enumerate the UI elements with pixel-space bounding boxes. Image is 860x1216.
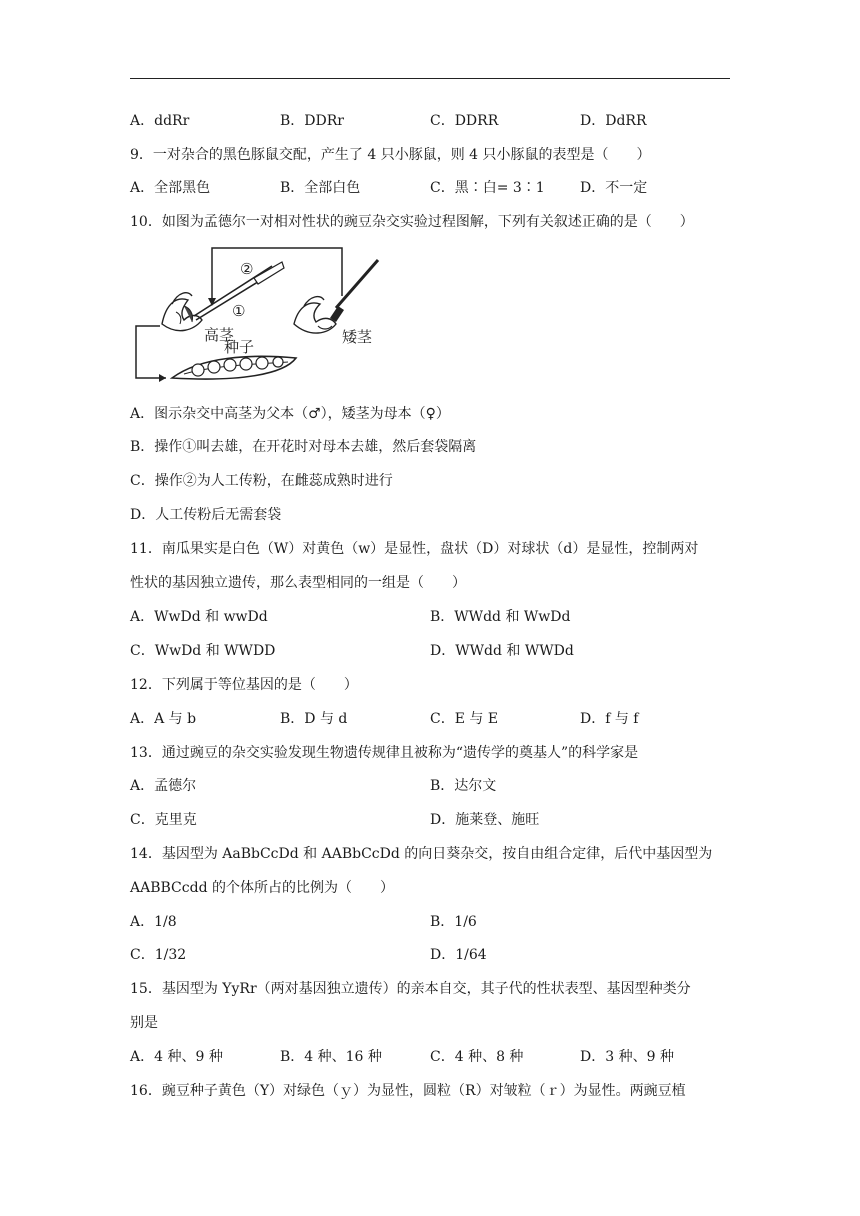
q9-stem: 9．一对杂合的黑色豚鼠交配，产生了 4 只小豚鼠，则 4 只小豚鼠的表型是（ ） bbox=[130, 147, 651, 163]
label-short-stem: 矮茎 bbox=[342, 328, 373, 346]
q13-stem: 13．通过豌豆的杂交实验发现生物遗传规律且被称为“遗传学的奠基人”的科学家是 bbox=[130, 745, 639, 761]
q15-option-d[interactable]: D．3 种、9 种 bbox=[580, 1049, 674, 1065]
q9-option-c[interactable]: C．黑∶白= 3∶1 bbox=[430, 180, 545, 196]
q14-stem-line1: 14．基因型为 AaBbCcDd 和 AABbCcDd 的向日葵杂交，按自由组合定律，后代中基因型为 bbox=[130, 846, 713, 862]
q16-stem-line1: 16．豌豆种子黄色（Y）对绿色（ｙ）为显性，圆粒（R）对皱粒（ｒ）为显性。两豌豆植 bbox=[130, 1083, 686, 1099]
q15-option-c[interactable]: C．4 种、8 种 bbox=[430, 1049, 524, 1065]
q10-option-d[interactable]: D．人工传粉后无需套袋 bbox=[130, 507, 282, 523]
q13-option-b[interactable]: B．达尔文 bbox=[430, 778, 497, 794]
q14-stem-line2: AABBCcdd 的个体所占的比例为（ ） bbox=[130, 880, 394, 896]
short-stem-flower bbox=[294, 297, 336, 333]
q15-stem-line1: 15．基因型为 YyRr（两对基因独立遗传）的亲本自交，其子代的性状表型、基因型种类分 bbox=[130, 981, 691, 997]
q10-option-b[interactable]: B．操作①叫去雄，在开花时对母本去雄，然后套袋隔离 bbox=[130, 439, 477, 455]
q11-option-b[interactable]: B．WWdd 和 WwDd bbox=[430, 609, 571, 625]
q10-option-c[interactable]: C．操作②为人工传粉，在雌蕊成熟时进行 bbox=[130, 473, 393, 489]
q9-option-d[interactable]: D．不一定 bbox=[580, 180, 648, 196]
q11-stem-line1: 11．南瓜果实是白色（W）对黄色（w）是显性，盘状（D）对球状（d）是显性，控制两对 bbox=[130, 541, 699, 557]
q12-option-b[interactable]: B．D 与 d bbox=[280, 711, 348, 727]
q12-stem: 12．下列属于等位基因的是（ ） bbox=[130, 677, 358, 693]
q12-option-a[interactable]: A．A 与 b bbox=[130, 711, 197, 727]
pea-hybridization-figure bbox=[132, 244, 392, 386]
q8-option-b[interactable]: B．DDRr bbox=[280, 113, 344, 129]
pea-cross-diagram bbox=[132, 244, 392, 386]
header-rule bbox=[130, 78, 730, 79]
q14-option-a[interactable]: A．1/8 bbox=[130, 914, 177, 930]
q11-stem-line2: 性状的基因独立遗传，那么表型相同的一组是（ ） bbox=[130, 575, 466, 591]
q12-option-d[interactable]: D．f 与 f bbox=[580, 711, 639, 727]
q15-stem-line2: 别是 bbox=[130, 1015, 158, 1031]
seed-pod-icon bbox=[172, 356, 296, 379]
label-tall-stem: 高茎 bbox=[204, 326, 235, 344]
q8-option-a[interactable]: A．ddRr bbox=[130, 113, 190, 129]
q11-option-d[interactable]: D．WWdd 和 WWDd bbox=[430, 643, 574, 659]
q9-option-a[interactable]: A．全部黑色 bbox=[130, 180, 211, 196]
connector-line bbox=[136, 326, 166, 378]
marker-2: ② bbox=[240, 260, 254, 278]
q15-option-b[interactable]: B．4 种、16 种 bbox=[280, 1049, 382, 1065]
q10-option-a[interactable]: A．图示杂交中高茎为父本（♂），矮茎为母本（♀） bbox=[130, 406, 450, 422]
q11-option-c[interactable]: C．WwDd 和 WWDD bbox=[130, 643, 276, 659]
q11-option-a[interactable]: A．WwDd 和 wwDd bbox=[130, 609, 268, 625]
marker-1: ① bbox=[232, 302, 246, 320]
q8-option-c[interactable]: C．DDRR bbox=[430, 113, 499, 129]
q14-option-b[interactable]: B．1/6 bbox=[430, 914, 477, 930]
q14-option-d[interactable]: D．1/64 bbox=[430, 947, 487, 963]
q13-option-d[interactable]: D．施莱登、施旺 bbox=[430, 812, 540, 828]
q8-option-d[interactable]: D．DdRR bbox=[580, 113, 647, 129]
q12-option-c[interactable]: C．E 与 E bbox=[430, 711, 499, 727]
tall-stem-flower bbox=[162, 293, 202, 331]
pollen-transfer-line bbox=[212, 248, 342, 304]
label-seed: 种子 bbox=[224, 338, 255, 356]
q13-option-a[interactable]: A．孟德尔 bbox=[130, 778, 197, 794]
q13-option-c[interactable]: C．克里克 bbox=[130, 812, 197, 828]
q9-option-b[interactable]: B．全部白色 bbox=[280, 180, 361, 196]
connector-arrow bbox=[159, 374, 166, 382]
q14-option-c[interactable]: C．1/32 bbox=[130, 947, 187, 963]
q15-option-a[interactable]: A．4 种、9 种 bbox=[130, 1049, 223, 1065]
brush-icon bbox=[330, 260, 378, 322]
q10-stem: 10．如图为孟德尔一对相对性状的豌豆杂交实验过程图解，下列有关叙述正确的是（ ） bbox=[130, 214, 694, 230]
